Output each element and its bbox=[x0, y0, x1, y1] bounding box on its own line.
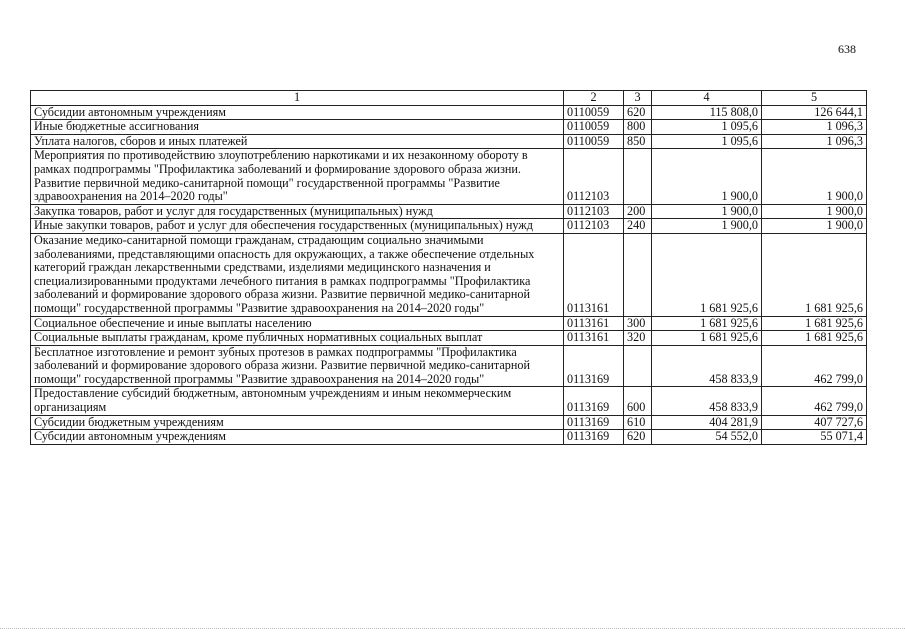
row-name: Бесплатное изготовление и ремонт зубных протезов в рамках подпрограммы "Профилактика заболеваний и формирование здорового образа жизни. Развитие первичной медико-санитарной помощи" государственной программы "Развитие здравоохранения на 2014–2020 годы" bbox=[31, 345, 564, 387]
row-code: 0113169 bbox=[564, 345, 624, 387]
header-col-5: 5 bbox=[762, 91, 867, 106]
row-value-5: 462 799,0 bbox=[762, 345, 867, 387]
row-value-4: 54 552,0 bbox=[652, 430, 762, 445]
row-value-4: 1 900,0 bbox=[652, 149, 762, 204]
row-kind bbox=[624, 345, 652, 387]
row-value-4: 1 681 925,6 bbox=[652, 316, 762, 331]
table-row bbox=[31, 345, 867, 387]
table-row bbox=[31, 233, 867, 316]
row-name: Оказание медико-санитарной помощи гражданам, страдающим социально значимыми заболеваниями, представляющими опасность для окружающих, а также обеспечение отдельных категорий граждан лекарственными средствами, изделиями медицинского назначения и специализированными продуктами лечебного питания в рамках подпрограммы "Профилактика заболеваний и формирование здорового образа жизни. Развитие первичной медико-санитарной помощи" государственной программы "Развитие здравоохранения на 2014–2020 годы" bbox=[31, 233, 564, 316]
header-col-2: 2 bbox=[564, 91, 624, 106]
row-name: Субсидии бюджетным учреждениям bbox=[31, 415, 564, 430]
table-row bbox=[31, 134, 867, 149]
row-value-4: 1 095,6 bbox=[652, 134, 762, 149]
row-name: Мероприятия по противодействию злоупотреблению наркотиками и их незаконному обороту в рамках подпрограммы "Профилактика заболеваний и формирование здорового образа жизни. Развитие первичной медико-санитарной помощи" государственной программы "Развитие здравоохранения на 2014–2020 годы" bbox=[31, 149, 564, 204]
row-value-4: 458 833,9 bbox=[652, 387, 762, 415]
table-row bbox=[31, 415, 867, 430]
row-code: 0113169 bbox=[564, 415, 624, 430]
table-row bbox=[31, 105, 867, 120]
row-name: Социальное обеспечение и иные выплаты населению bbox=[31, 316, 564, 331]
row-value-5: 126 644,1 bbox=[762, 105, 867, 120]
row-value-5: 407 727,6 bbox=[762, 415, 867, 430]
row-value-4: 458 833,9 bbox=[652, 345, 762, 387]
header-col-1: 1 bbox=[31, 91, 564, 106]
table-row bbox=[31, 331, 867, 346]
row-kind: 620 bbox=[624, 105, 652, 120]
row-code: 0112103 bbox=[564, 219, 624, 234]
row-kind: 850 bbox=[624, 134, 652, 149]
row-name: Иные закупки товаров, работ и услуг для обеспечения государственных (муниципальных) нужд bbox=[31, 219, 564, 234]
row-name: Предоставление субсидий бюджетным, автономным учреждениям и иным некоммерческим организациям bbox=[31, 387, 564, 415]
header-col-3: 3 bbox=[624, 91, 652, 106]
row-kind: 620 bbox=[624, 430, 652, 445]
page-number: 638 bbox=[838, 42, 856, 56]
row-value-5: 1 096,3 bbox=[762, 120, 867, 135]
table-row bbox=[31, 149, 867, 204]
row-name: Уплата налогов, сборов и иных платежей bbox=[31, 134, 564, 149]
row-kind bbox=[624, 233, 652, 316]
table-row bbox=[31, 316, 867, 331]
row-name: Субсидии автономным учреждениям bbox=[31, 105, 564, 120]
table-row bbox=[31, 387, 867, 415]
row-name: Субсидии автономным учреждениям bbox=[31, 430, 564, 445]
row-code: 0112103 bbox=[564, 204, 624, 219]
row-value-4: 1 681 925,6 bbox=[652, 331, 762, 346]
table-row bbox=[31, 219, 867, 234]
row-code: 0110059 bbox=[564, 105, 624, 120]
row-value-5: 1 681 925,6 bbox=[762, 331, 867, 346]
row-value-4: 1 900,0 bbox=[652, 204, 762, 219]
row-kind: 200 bbox=[624, 204, 652, 219]
row-kind: 610 bbox=[624, 415, 652, 430]
row-name: Иные бюджетные ассигнования bbox=[31, 120, 564, 135]
table-row bbox=[31, 430, 867, 445]
row-kind: 240 bbox=[624, 219, 652, 234]
row-value-5: 1 900,0 bbox=[762, 149, 867, 204]
row-kind bbox=[624, 149, 652, 204]
row-kind: 320 bbox=[624, 331, 652, 346]
row-kind: 600 bbox=[624, 387, 652, 415]
row-value-5: 1 681 925,6 bbox=[762, 233, 867, 316]
row-value-5: 1 900,0 bbox=[762, 204, 867, 219]
row-name: Социальные выплаты гражданам, кроме публичных нормативных социальных выплат bbox=[31, 331, 564, 346]
table-row bbox=[31, 120, 867, 135]
row-name: Закупка товаров, работ и услуг для государственных (муниципальных) нужд bbox=[31, 204, 564, 219]
header-col-4: 4 bbox=[652, 91, 762, 106]
row-value-5: 462 799,0 bbox=[762, 387, 867, 415]
budget-table bbox=[30, 90, 867, 445]
scan-edge-line bbox=[0, 628, 905, 629]
row-value-4: 1 900,0 bbox=[652, 219, 762, 234]
row-code: 0113161 bbox=[564, 233, 624, 316]
row-code: 0113169 bbox=[564, 387, 624, 415]
row-code: 0113161 bbox=[564, 316, 624, 331]
table-header-row bbox=[31, 91, 867, 106]
row-code: 0113169 bbox=[564, 430, 624, 445]
row-code: 0110059 bbox=[564, 134, 624, 149]
row-value-5: 1 681 925,6 bbox=[762, 316, 867, 331]
row-value-5: 1 900,0 bbox=[762, 219, 867, 234]
row-value-5: 1 096,3 bbox=[762, 134, 867, 149]
row-value-4: 404 281,9 bbox=[652, 415, 762, 430]
row-code: 0110059 bbox=[564, 120, 624, 135]
table-row bbox=[31, 204, 867, 219]
row-value-4: 1 681 925,6 bbox=[652, 233, 762, 316]
row-value-5: 55 071,4 bbox=[762, 430, 867, 445]
row-code: 0112103 bbox=[564, 149, 624, 204]
row-code: 0113161 bbox=[564, 331, 624, 346]
row-kind: 300 bbox=[624, 316, 652, 331]
row-value-4: 115 808,0 bbox=[652, 105, 762, 120]
row-value-4: 1 095,6 bbox=[652, 120, 762, 135]
row-kind: 800 bbox=[624, 120, 652, 135]
